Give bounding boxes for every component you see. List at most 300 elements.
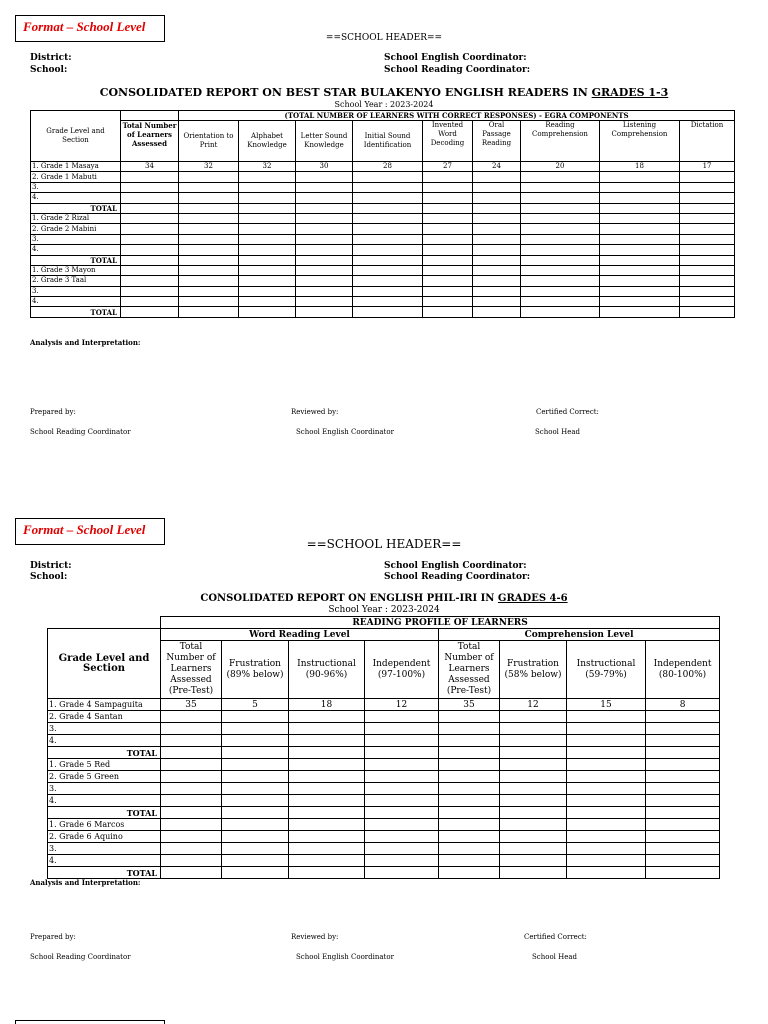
value-cell — [521, 224, 600, 234]
value-cell — [296, 276, 353, 286]
value-cell — [289, 747, 365, 759]
value-cell — [521, 213, 600, 223]
col-alphabet: Alphabet Knowledge — [239, 121, 296, 162]
section-name-cell: 1. Grade 2 Rizal — [31, 213, 121, 223]
value-cell — [353, 193, 423, 203]
total-row — [31, 203, 735, 213]
value-cell — [473, 224, 521, 234]
section-name-cell: 1. Grade 5 Red — [48, 759, 161, 771]
value-cell — [423, 182, 473, 192]
district-label: District: — [30, 53, 72, 63]
value-cell — [289, 819, 365, 831]
value-cell — [600, 172, 680, 182]
col-wr-frustration: Frustration (89% below) — [222, 641, 289, 699]
total-label: TOTAL — [48, 747, 161, 759]
col-grade-level: Grade Level and Section — [31, 111, 121, 162]
school-label: School: — [30, 65, 68, 75]
col-c-frustration: Frustration (58% below) — [500, 641, 567, 699]
value-cell — [423, 255, 473, 265]
col-reading-comp: Reading Comprehension — [521, 121, 600, 162]
table-row — [31, 297, 735, 307]
value-cell — [161, 831, 222, 843]
value-cell — [179, 213, 239, 223]
corner-cell — [48, 617, 161, 629]
value-cell: 18 — [600, 162, 680, 172]
value-cell — [473, 255, 521, 265]
table-row — [31, 224, 735, 234]
section-name-cell: 2. Grade 4 Santan — [48, 711, 161, 723]
table-row — [48, 819, 720, 831]
phil-iri-table — [47, 616, 720, 879]
col-wr-instructional: Instructional (90-96%) — [289, 641, 365, 699]
total-label: TOTAL — [31, 307, 121, 317]
reviewed-by-label-2: Reviewed by: — [291, 933, 339, 941]
value-cell — [289, 771, 365, 783]
table-row — [48, 699, 720, 711]
value-cell — [365, 831, 439, 843]
value-cell — [353, 224, 423, 234]
value-cell: 24 — [473, 162, 521, 172]
value-cell — [500, 843, 567, 855]
value-cell — [680, 276, 735, 286]
value-cell — [161, 735, 222, 747]
value-cell — [680, 265, 735, 275]
value-cell — [365, 807, 439, 819]
value-cell — [296, 172, 353, 182]
value-cell — [567, 795, 646, 807]
value-cell — [423, 265, 473, 275]
value-cell: 8 — [646, 699, 720, 711]
value-cell — [161, 723, 222, 735]
value-cell — [179, 297, 239, 307]
value-cell — [296, 255, 353, 265]
value-cell — [296, 286, 353, 296]
value-cell — [646, 795, 720, 807]
col-initial-sound: Initial Sound Identification — [353, 121, 423, 162]
value-cell — [439, 831, 500, 843]
col-listening-comp: Listening Comprehension — [600, 121, 680, 162]
value-cell — [121, 286, 179, 296]
value-cell — [473, 286, 521, 296]
value-cell — [289, 735, 365, 747]
value-cell — [473, 307, 521, 317]
value-cell — [179, 276, 239, 286]
section-name-cell: 4. — [48, 795, 161, 807]
value-cell — [161, 771, 222, 783]
value-cell — [121, 213, 179, 223]
value-cell — [296, 297, 353, 307]
value-cell — [239, 203, 296, 213]
school-year-2: School Year : 2023-2024 — [328, 605, 440, 615]
reading-profile-header: READING PROFILE OF LEARNERS — [161, 617, 720, 629]
value-cell — [521, 182, 600, 192]
value-cell — [296, 193, 353, 203]
value-cell — [179, 286, 239, 296]
value-cell — [179, 182, 239, 192]
school-header-2: ==SCHOOL HEADER== — [306, 537, 462, 551]
value-cell — [600, 286, 680, 296]
section-name-cell: 1. Grade 6 Marcos — [48, 819, 161, 831]
value-cell — [222, 759, 289, 771]
value-cell — [296, 213, 353, 223]
value-cell — [600, 193, 680, 203]
value-cell — [239, 265, 296, 275]
value-cell — [365, 759, 439, 771]
col-letter-sound: Letter Sound Knowledge — [296, 121, 353, 162]
value-cell — [179, 224, 239, 234]
report-title-grades: GRADES 4-6 — [497, 593, 568, 604]
table-row — [48, 831, 720, 843]
value-cell — [500, 807, 567, 819]
col-wr-total: Total Number of Learners Assessed (Pre-Test) — [161, 641, 222, 699]
value-cell — [353, 307, 423, 317]
reading-coordinator-label: School Reading Coordinator: — [384, 65, 531, 75]
value-cell — [439, 771, 500, 783]
section-name-cell: 4. — [31, 245, 121, 255]
value-cell — [365, 723, 439, 735]
table-row — [31, 286, 735, 296]
col-spacer — [121, 111, 179, 121]
section-name-cell: 1. Grade 4 Sampaguita — [48, 699, 161, 711]
value-cell — [439, 711, 500, 723]
value-cell — [289, 831, 365, 843]
value-cell — [161, 759, 222, 771]
value-cell — [365, 783, 439, 795]
section-name-cell: 3. — [48, 723, 161, 735]
table-row — [31, 172, 735, 182]
value-cell — [423, 172, 473, 182]
value-cell — [500, 735, 567, 747]
value-cell — [161, 783, 222, 795]
value-cell — [646, 855, 720, 867]
value-cell — [353, 265, 423, 275]
value-cell — [423, 203, 473, 213]
value-cell — [646, 711, 720, 723]
table-row — [48, 843, 720, 855]
egra-group-header: (TOTAL NUMBER OF LEARNERS WITH CORRECT RESPONSES) - EGRA COMPONENTS — [179, 111, 735, 121]
value-cell — [439, 855, 500, 867]
col-oral-passage: Oral Passage Reading — [473, 121, 521, 162]
section-name-cell: 3. — [31, 182, 121, 192]
value-cell — [567, 807, 646, 819]
value-cell: 5 — [222, 699, 289, 711]
section-name-cell: 2. Grade 5 Green — [48, 771, 161, 783]
value-cell — [600, 245, 680, 255]
value-cell — [161, 747, 222, 759]
value-cell — [239, 172, 296, 182]
value-cell — [567, 723, 646, 735]
value-cell: 34 — [121, 162, 179, 172]
value-cell — [680, 213, 735, 223]
value-cell — [600, 265, 680, 275]
value-cell — [646, 843, 720, 855]
value-cell — [179, 193, 239, 203]
value-cell: 28 — [353, 162, 423, 172]
value-cell — [179, 265, 239, 275]
value-cell — [353, 203, 423, 213]
value-cell — [239, 297, 296, 307]
value-cell — [423, 297, 473, 307]
value-cell — [680, 255, 735, 265]
value-cell: 15 — [567, 699, 646, 711]
value-cell — [680, 297, 735, 307]
table-row — [31, 234, 735, 244]
table-row — [31, 245, 735, 255]
value-cell — [423, 213, 473, 223]
value-cell — [353, 297, 423, 307]
value-cell — [680, 307, 735, 317]
analysis-label-2: Analysis and Interpretation: — [30, 878, 141, 887]
col-wr-independent: Independent (97-100%) — [365, 641, 439, 699]
value-cell — [289, 795, 365, 807]
value-cell — [179, 203, 239, 213]
section-name-cell: 4. — [48, 855, 161, 867]
value-cell — [680, 245, 735, 255]
value-cell — [296, 224, 353, 234]
value-cell — [289, 867, 365, 879]
format-label-box-3 — [15, 1020, 165, 1024]
value-cell — [239, 213, 296, 223]
signatory-reading-coordinator-2: School Reading Coordinator — [30, 953, 131, 961]
value-cell — [646, 735, 720, 747]
table-row — [48, 771, 720, 783]
value-cell — [121, 265, 179, 275]
total-label: TOTAL — [31, 255, 121, 265]
value-cell — [353, 245, 423, 255]
value-cell — [121, 203, 179, 213]
value-cell — [521, 286, 600, 296]
value-cell — [600, 234, 680, 244]
section-name-cell: 3. — [48, 843, 161, 855]
total-label: TOTAL — [48, 867, 161, 879]
value-cell — [521, 255, 600, 265]
district-label-2: District: — [30, 561, 72, 571]
value-cell — [500, 855, 567, 867]
col-orientation: Orientation to Print — [179, 121, 239, 162]
value-cell — [423, 234, 473, 244]
value-cell: 17 — [680, 162, 735, 172]
value-cell — [439, 723, 500, 735]
value-cell — [179, 307, 239, 317]
certified-correct-label: Certified Correct: — [536, 408, 599, 416]
signatory-english-coordinator: School English Coordinator — [296, 428, 394, 436]
section-name-cell: 1. Grade 1 Masaya — [31, 162, 121, 172]
value-cell: 12 — [500, 699, 567, 711]
value-cell — [365, 735, 439, 747]
value-cell — [646, 771, 720, 783]
value-cell — [473, 297, 521, 307]
value-cell: 30 — [296, 162, 353, 172]
value-cell — [239, 286, 296, 296]
value-cell — [646, 807, 720, 819]
value-cell — [353, 182, 423, 192]
value-cell: 27 — [423, 162, 473, 172]
value-cell — [600, 182, 680, 192]
value-cell — [473, 182, 521, 192]
table-row — [48, 783, 720, 795]
word-reading-header: Word Reading Level — [161, 629, 439, 641]
value-cell — [521, 297, 600, 307]
value-cell — [680, 224, 735, 234]
col-c-instructional: Instructional (59-79%) — [567, 641, 646, 699]
value-cell — [680, 182, 735, 192]
value-cell — [600, 224, 680, 234]
value-cell — [222, 723, 289, 735]
value-cell: 35 — [439, 699, 500, 711]
value-cell — [121, 297, 179, 307]
value-cell — [473, 172, 521, 182]
value-cell: 32 — [179, 162, 239, 172]
value-cell — [680, 203, 735, 213]
value-cell — [646, 819, 720, 831]
table-row — [48, 723, 720, 735]
value-cell — [222, 819, 289, 831]
value-cell — [121, 172, 179, 182]
value-cell — [365, 867, 439, 879]
value-cell — [365, 795, 439, 807]
value-cell — [423, 307, 473, 317]
value-cell — [222, 867, 289, 879]
value-cell — [423, 193, 473, 203]
value-cell — [179, 255, 239, 265]
value-cell — [521, 172, 600, 182]
report-title-text: CONSOLIDATED REPORT ON ENGLISH PHIL-IRI IN — [200, 593, 498, 604]
value-cell — [473, 234, 521, 244]
value-cell — [500, 795, 567, 807]
school-header: ==SCHOOL HEADER== — [325, 33, 443, 43]
value-cell — [423, 276, 473, 286]
value-cell — [567, 843, 646, 855]
report-title — [0, 86, 768, 99]
value-cell — [121, 245, 179, 255]
value-cell — [289, 723, 365, 735]
value-cell — [567, 783, 646, 795]
value-cell — [500, 711, 567, 723]
value-cell — [296, 245, 353, 255]
value-cell — [567, 819, 646, 831]
value-cell: 12 — [365, 699, 439, 711]
table-row — [31, 213, 735, 223]
reading-coordinator-label-2: School Reading Coordinator: — [384, 572, 531, 582]
section-name-cell: 4. — [31, 297, 121, 307]
table-row — [31, 265, 735, 275]
value-cell — [567, 855, 646, 867]
value-cell — [365, 819, 439, 831]
table-row — [48, 735, 720, 747]
col-invented-word: Invented Word Decoding — [423, 121, 473, 162]
value-cell — [521, 245, 600, 255]
value-cell — [289, 711, 365, 723]
analysis-label: Analysis and Interpretation: — [30, 338, 141, 347]
report-title-text: CONSOLIDATED REPORT ON BEST STAR BULAKENYO ENGLISH READERS IN — [99, 86, 592, 99]
value-cell — [121, 276, 179, 286]
total-label: TOTAL — [31, 203, 121, 213]
value-cell — [500, 747, 567, 759]
table-row — [31, 162, 735, 172]
egra-table — [30, 110, 735, 318]
value-cell — [600, 203, 680, 213]
table-row — [31, 193, 735, 203]
value-cell — [353, 276, 423, 286]
value-cell — [353, 172, 423, 182]
value-cell — [365, 843, 439, 855]
value-cell — [646, 723, 720, 735]
col-c-independent: Independent (80-100%) — [646, 641, 720, 699]
section-name-cell: 3. — [31, 286, 121, 296]
format-label: Format – School Level — [23, 19, 146, 34]
value-cell — [500, 771, 567, 783]
value-cell — [521, 203, 600, 213]
prepared-by-label-2: Prepared by: — [30, 933, 76, 941]
value-cell — [161, 795, 222, 807]
value-cell — [289, 855, 365, 867]
value-cell — [179, 245, 239, 255]
report-title-grades: GRADES 1-3 — [591, 86, 669, 99]
value-cell: 20 — [521, 162, 600, 172]
value-cell — [239, 255, 296, 265]
value-cell — [161, 855, 222, 867]
value-cell — [473, 193, 521, 203]
total-row — [48, 747, 720, 759]
value-cell — [600, 213, 680, 223]
value-cell — [600, 276, 680, 286]
value-cell — [500, 759, 567, 771]
value-cell — [296, 307, 353, 317]
table-row — [48, 759, 720, 771]
school-label-2: School: — [30, 572, 68, 582]
value-cell — [439, 867, 500, 879]
english-coordinator-label-2: School English Coordinator: — [384, 561, 527, 571]
col-dictation: Dictation — [680, 121, 735, 162]
prepared-by-label: Prepared by: — [30, 408, 76, 416]
value-cell — [473, 213, 521, 223]
col-total-assessed: Total Number of Learners Assessed — [121, 121, 179, 162]
value-cell — [646, 867, 720, 879]
value-cell — [289, 783, 365, 795]
value-cell — [365, 747, 439, 759]
section-name-cell: 4. — [31, 193, 121, 203]
value-cell — [423, 224, 473, 234]
value-cell — [239, 234, 296, 244]
value-cell — [680, 193, 735, 203]
total-row — [48, 807, 720, 819]
value-cell — [121, 255, 179, 265]
signatory-reading-coordinator: School Reading Coordinator — [30, 428, 131, 436]
value-cell — [222, 711, 289, 723]
value-cell — [161, 807, 222, 819]
value-cell — [289, 807, 365, 819]
value-cell — [161, 843, 222, 855]
value-cell — [423, 245, 473, 255]
value-cell — [567, 867, 646, 879]
value-cell — [239, 224, 296, 234]
english-coordinator-label: School English Coordinator: — [384, 53, 527, 63]
value-cell — [296, 234, 353, 244]
value-cell — [567, 735, 646, 747]
signatory-english-coordinator-2: School English Coordinator — [296, 953, 394, 961]
value-cell — [179, 172, 239, 182]
table-row — [31, 182, 735, 192]
value-cell — [500, 723, 567, 735]
value-cell — [239, 307, 296, 317]
value-cell — [121, 224, 179, 234]
total-row — [31, 255, 735, 265]
value-cell — [179, 234, 239, 244]
total-row — [48, 867, 720, 879]
value-cell — [521, 307, 600, 317]
value-cell — [500, 819, 567, 831]
value-cell — [222, 843, 289, 855]
